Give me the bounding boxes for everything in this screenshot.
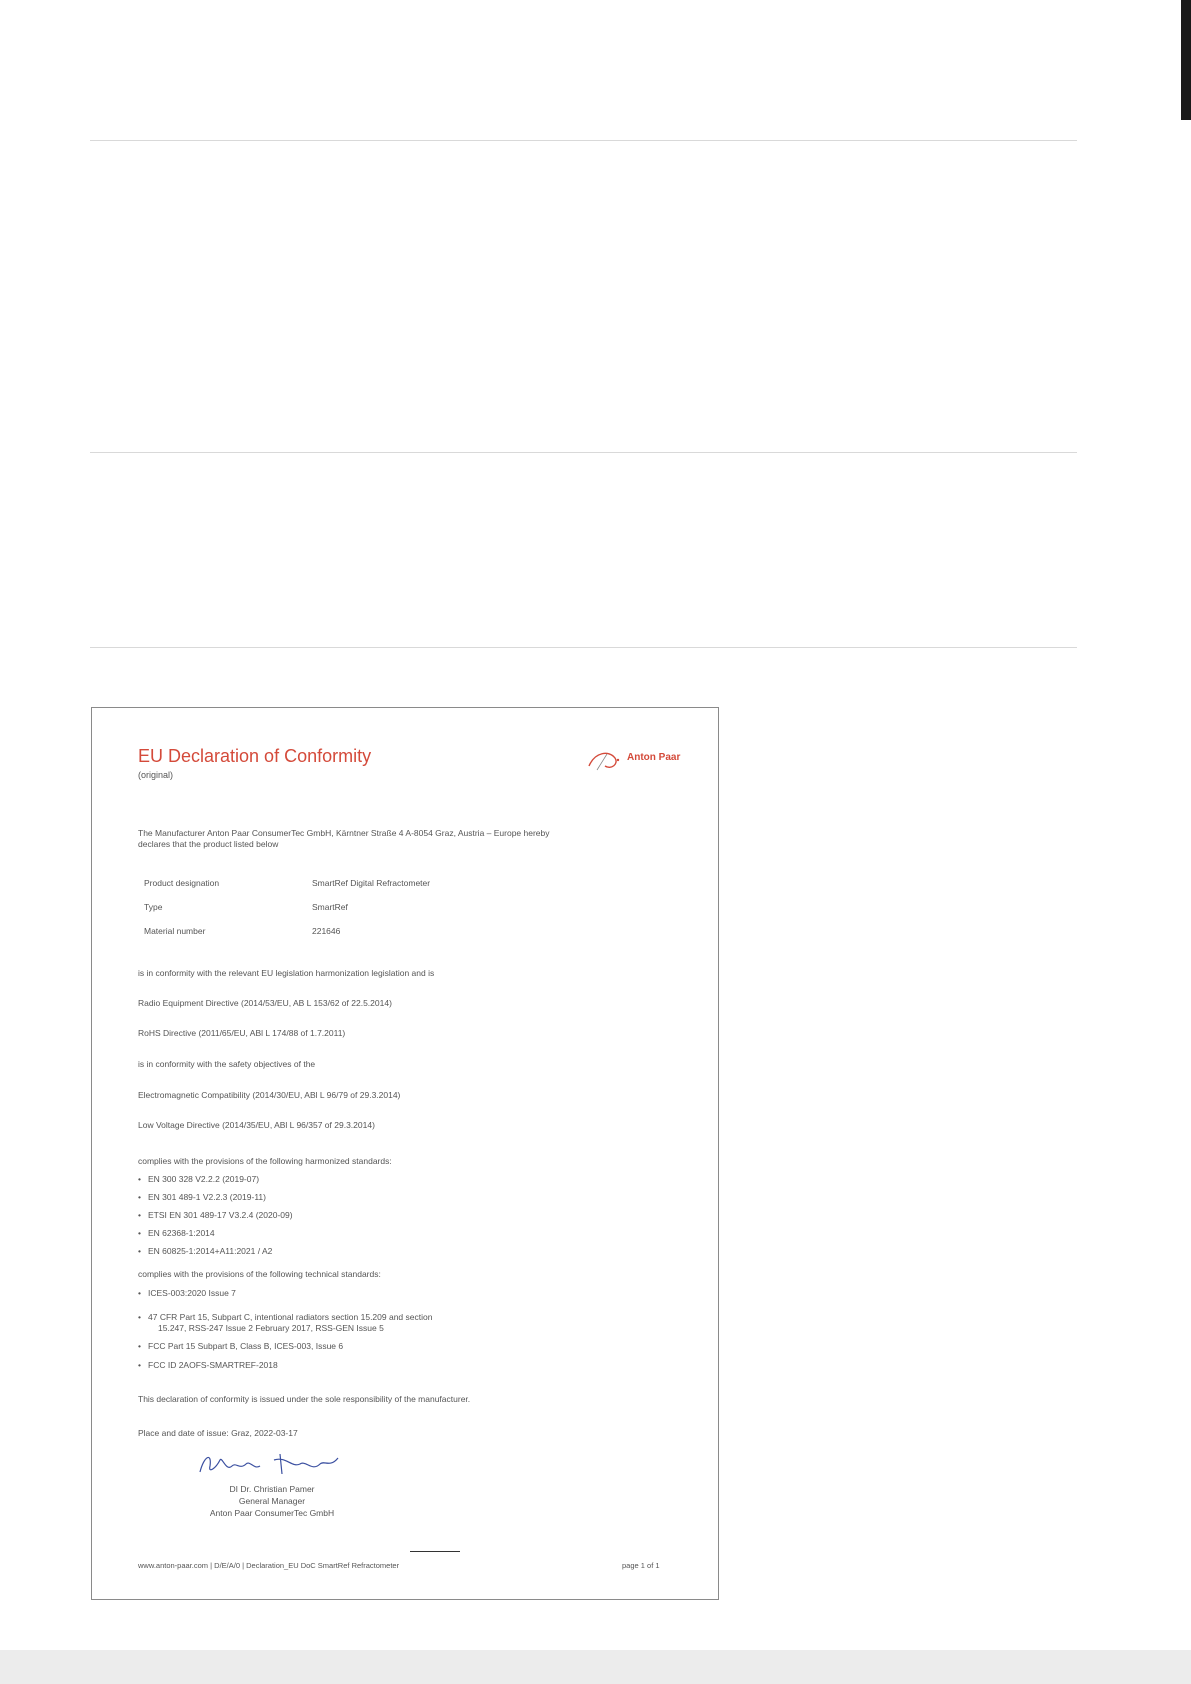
property-label: Product designation [144,878,220,888]
statement: Low Voltage Directive (2014/35/EU, ABl L 96/357 of 29.3.2014) [138,1120,375,1130]
property-value: SmartRef [312,902,348,912]
doc-footer-left: www.anton-paar.com | D/E/A/0 | Declaration_EU DoC SmartRef Refractometer [138,1561,400,1570]
harmonized-intro: complies with the provisions of the following harmonized standards: [138,1156,392,1166]
signatory-title: General Manager [238,1496,306,1506]
anton-paar-logo [585,744,695,776]
logo-mark-icon [585,744,625,776]
declaration-document [91,707,719,1600]
technical-standard: • 47 CFR Part 15, Subpart C, intentional radiators section 15.209 and section [148,1312,432,1323]
doc-subtitle: (original) [138,770,174,780]
section-divider-middle [90,452,1077,453]
harmonized-standard: • EN 300 328 V2.2.2 (2019-07) [148,1174,259,1185]
statement: Electromagnetic Compatibility (2014/30/EU, ABl L 96/79 of 29.3.2014) [138,1090,401,1100]
harmonized-standard: • EN 301 489-1 V2.2.3 (2019-11) [148,1192,266,1203]
footer-rule [410,1551,460,1552]
property-value: SmartRef Digital Refractometer [312,878,431,888]
place-date: Place and date of issue: Graz, 2022-03-17 [138,1428,298,1438]
technical-standard: • FCC ID 2AOFS-SMARTREF-2018 [148,1360,278,1371]
doc-footer-page: page 1 of 1 [622,1561,660,1570]
section-divider-bottom [90,647,1077,648]
doc-title: EU Declaration of Conformity [138,746,372,766]
handwritten-signature [196,1446,346,1480]
harmonized-standard: • EN 62368-1:2014 [148,1228,215,1239]
technical-intro: complies with the provisions of the following technical standards: [138,1269,381,1279]
signatory-company: Anton Paar ConsumerTec GmbH [209,1508,335,1518]
intro-line: The Manufacturer Anton Paar ConsumerTec GmbH, Kärntner Straße 4 A-8054 Graz, Austria – Europe hereby [138,828,550,838]
statement: Radio Equipment Directive (2014/53/EU, AB L 153/62 of 22.5.2014) [138,998,392,1008]
logo-text: Anton Paar [627,752,681,763]
property-label: Type [144,902,163,912]
page-edge-mark [1181,0,1191,120]
statement: is in conformity with the relevant EU legislation harmonization legislation and is [138,968,435,978]
responsibility-statement: This declaration of conformity is issued under the sole responsibility of the manufacturer. [138,1394,471,1404]
statement: is in conformity with the safety objectives of the [138,1059,316,1069]
property-label: Material number [144,926,206,936]
harmonized-standard: • ETSI EN 301 489-17 V3.2.4 (2020-09) [148,1210,293,1221]
statement: RoHS Directive (2011/65/EU, ABl L 174/88 of 1.7.2011) [138,1028,346,1038]
section-divider-top [90,140,1077,141]
intro-paragraph [138,828,550,850]
technical-standard-continued: 15.247, RSS-247 Issue 2 February 2017, RSS-GEN Issue 5 [158,1323,384,1333]
harmonized-standard: • EN 60825-1:2014+A11:2021 / A2 [148,1246,272,1257]
technical-standard: • ICES-003:2020 Issue 7 [148,1288,236,1299]
property-value: 221646 [312,926,341,936]
intro-line: declares that the product listed below [138,839,279,849]
technical-standard: • FCC Part 15 Subpart B, Class B, ICES-003, Issue 6 [148,1341,343,1352]
signatory-name: DI Dr. Christian Pamer [229,1484,315,1494]
page-footer-band [0,1650,1191,1684]
